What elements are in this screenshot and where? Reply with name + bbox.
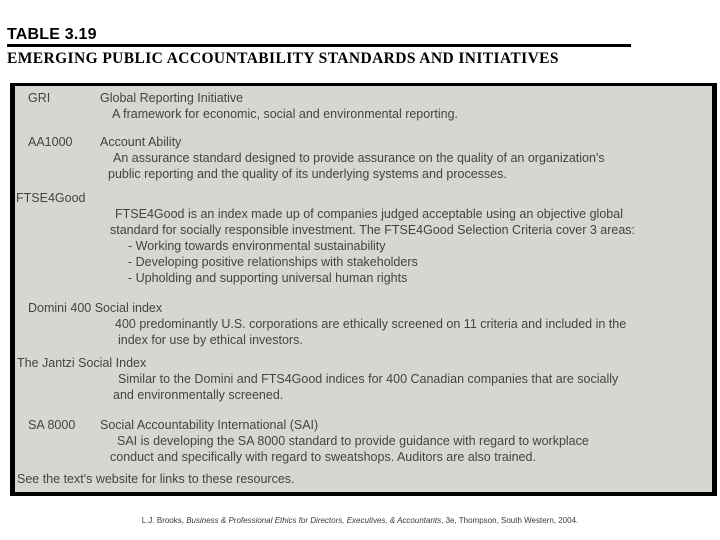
entry-line: index for use by ethical investors. bbox=[118, 333, 303, 347]
entry-line: SAI is developing the SA 8000 standard to provide guidance with regard to workplace bbox=[117, 434, 589, 448]
citation-book-title: Business & Professional Ethics for Directors, Executives, & Accountants bbox=[186, 516, 442, 525]
entry-line: 400 predominantly U.S. corporations are ethically screened on 11 criteria and included in the bbox=[115, 317, 627, 331]
entry-bullet-line: - Upholding and supporting universal human rights bbox=[128, 271, 408, 285]
entry-bullet-line: - Developing positive relationships with stakeholders bbox=[128, 255, 418, 269]
entry-label-gri: GRI bbox=[28, 91, 51, 105]
entry-line: FTSE4Good is an index made up of companies judged acceptable using an objective global bbox=[115, 207, 623, 221]
entry-line: Similar to the Domini and FTS4Good indices for 400 Canadian companies that are socially bbox=[118, 372, 619, 386]
entry-label-jantzi: The Jantzi Social Index bbox=[17, 356, 147, 370]
citation-publisher: , 3e, Thompson, South Western, 2004. bbox=[441, 516, 579, 525]
entry-label-domini: Domini 400 Social index bbox=[28, 301, 163, 315]
entry-label-ftse4good: FTSE4Good bbox=[16, 191, 86, 205]
entry-line: standard for socially responsible investment. The FTSE4Good Selection Criteria cover 3 areas: bbox=[110, 223, 636, 237]
footer-note: See the text's website for links to these resources. bbox=[17, 472, 295, 486]
entry-bullet-line: - Working towards environmental sustainability bbox=[128, 239, 386, 253]
entry-label-aa1000: AA1000 bbox=[28, 135, 73, 149]
entry-line: and environmentally screened. bbox=[113, 388, 284, 402]
entry-name-sa8000: Social Accountability International (SAI) bbox=[100, 418, 319, 432]
title-rule bbox=[7, 44, 631, 47]
entry-line: An assurance standard designed to provide assurance on the quality of an organization's bbox=[113, 151, 605, 165]
entry-label-sa8000: SA 8000 bbox=[28, 418, 76, 432]
entry-name-aa1000: Account Ability bbox=[100, 135, 182, 149]
entry-line: A framework for economic, social and environmental reporting. bbox=[112, 107, 458, 121]
entry-line: conduct and specifically with regard to sweatshops. Auditors are also trained. bbox=[110, 450, 536, 464]
entry-line: public reporting and the quality of its underlying systems and processes. bbox=[108, 167, 507, 181]
entry-name-gri: Global Reporting Initiative bbox=[100, 91, 244, 105]
citation-author: L.J. Brooks, bbox=[141, 516, 187, 525]
slide-title: EMERGING PUBLIC ACCOUNTABILITY STANDARDS AND INITIATIVES bbox=[7, 50, 559, 67]
table-number-label: TABLE 3.19 bbox=[7, 26, 97, 43]
citation bbox=[0, 516, 720, 525]
